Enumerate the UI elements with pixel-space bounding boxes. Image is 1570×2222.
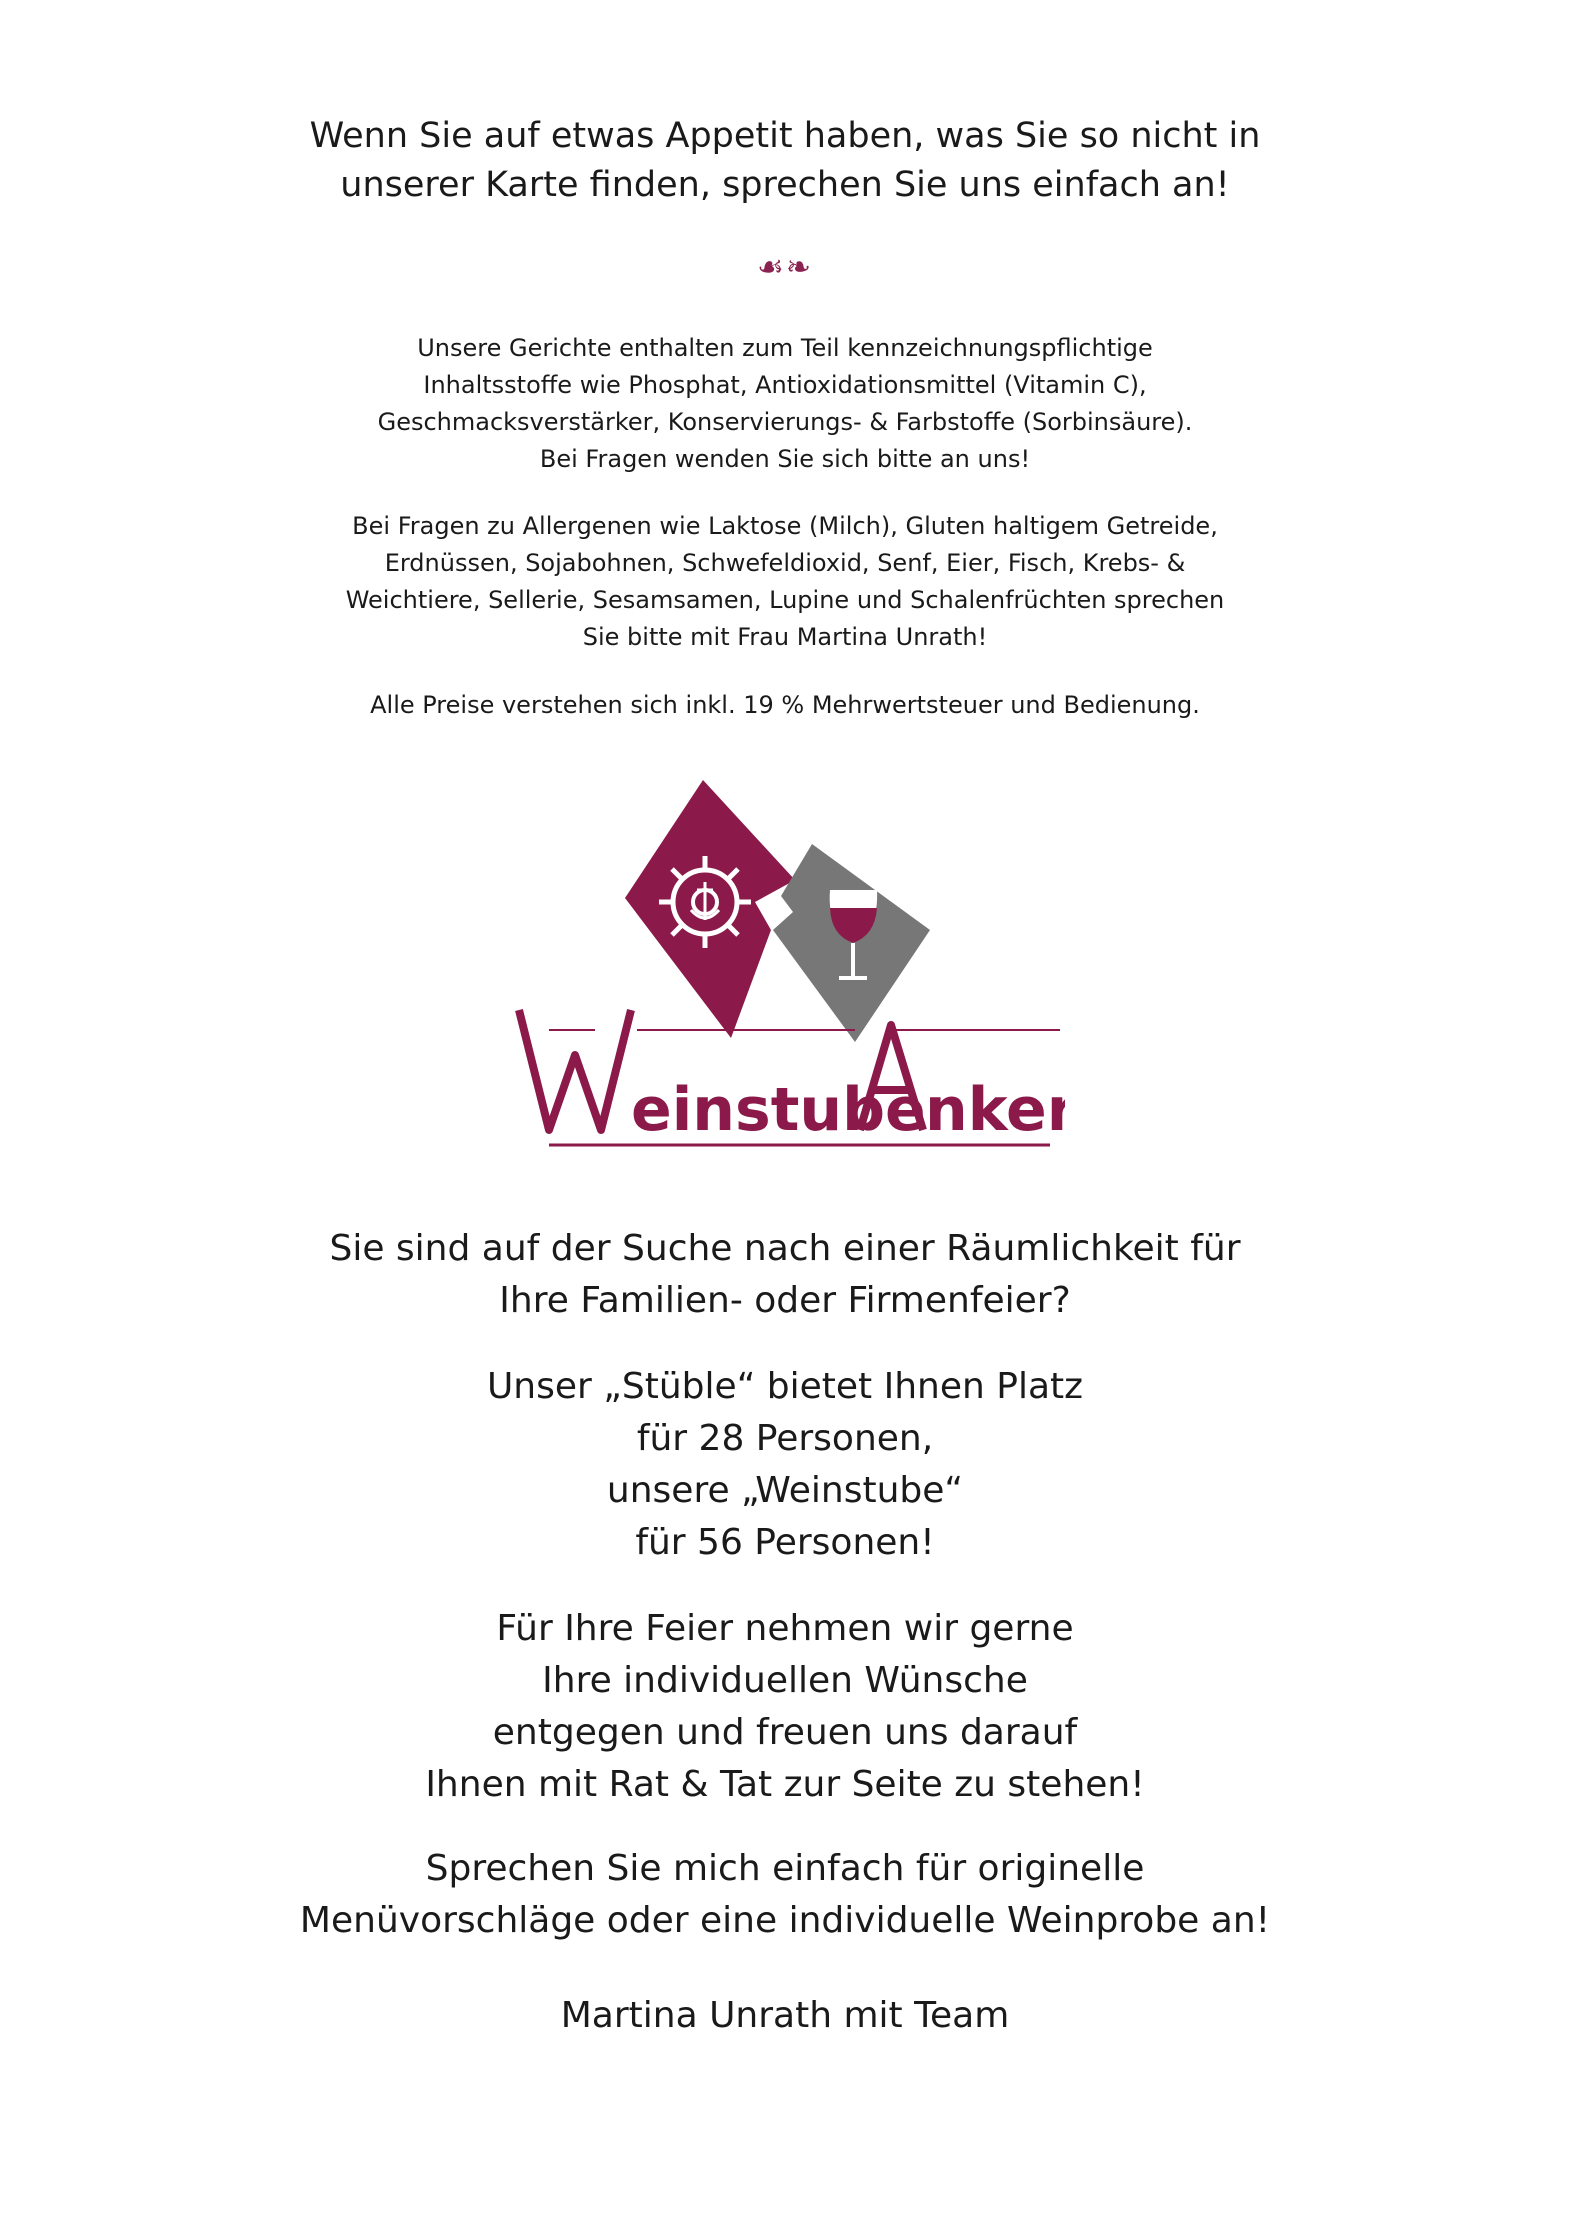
weinstube-anker-logo [505,780,1065,1160]
event-question [0,1223,1570,1327]
notice-line: Weichtiere, Sellerie, Sesamsamen, Lupine und Schalenfrüchten sprechen [345,586,1225,614]
wishes-info [0,1603,1570,1811]
event-line: Sie sind auf der Suche nach einer Räumlichkeit für [329,1228,1241,1269]
ship-wheel-anchor-icon [625,780,795,1038]
intro-text [0,112,1570,210]
notice-line: Sie bitte mit Frau Martina Unrath! [582,623,988,651]
svg-text:nker: nker [925,1075,1065,1145]
intro-line: Wenn Sie auf etwas Appetit haben, was Sie so nicht in [309,116,1261,156]
proposal-info [0,1843,1570,1947]
event-line: Ihnen mit Rat & Tat zur Seite zu stehen! [425,1764,1145,1805]
event-line: Menüvorschläge oder eine individuelle Weinprobe an! [299,1900,1271,1941]
event-line: Ihre Familien- oder Firmenfeier? [499,1280,1071,1321]
event-line: entgegen und freuen uns darauf [492,1712,1078,1753]
event-line: für 56 Personen! [635,1522,935,1563]
notice-line: Bei Fragen zu Allergenen wie Laktose (Milch), Gluten haltigem Getreide, [352,512,1218,540]
notice-line: Erdnüssen, Sojabohnen, Schwefeldioxid, Senf, Eier, Fisch, Krebs- & [384,549,1186,577]
event-line: für 28 Personen, [636,1418,934,1459]
wine-glass-icon [773,844,930,1042]
notice-line: Geschmacksverstärker, Konservierungs- & Farbstoffe (Sorbinsäure). [377,408,1193,436]
notice-line: Bei Fragen wenden Sie sich bitte an uns! [539,445,1031,473]
svg-text:einstube: einstube [631,1075,926,1145]
event-line: Unser „Stüble“ bietet Ihnen Platz [486,1366,1084,1407]
prices-notice: Alle Preise verstehen sich inkl. 19 % Mehrwertsteuer und Bedienung. [370,691,1200,719]
ornament-divider-icon: ☙❧ [756,250,814,285]
event-line: Für Ihre Feier nehmen wir gerne [496,1608,1074,1649]
allergens-notice [0,508,1570,656]
event-line: Sprechen Sie mich einfach für originelle [425,1848,1145,1889]
notice-line: Unsere Gerichte enthalten zum Teil kennzeichnungspflichtige [417,334,1153,362]
event-line: Ihre individuellen Wünsche [542,1660,1028,1701]
additives-notice [0,330,1570,478]
event-line: unsere „Weinstube“ [606,1470,964,1511]
signature: Martina Unrath mit Team [560,1995,1010,2036]
intro-line: unserer Karte finden, sprechen Sie uns einfach an! [340,165,1230,205]
notice-line: Inhaltsstoffe wie Phosphat, Antioxidationsmittel (Vitamin C), [423,371,1147,399]
rooms-info [0,1361,1570,1569]
